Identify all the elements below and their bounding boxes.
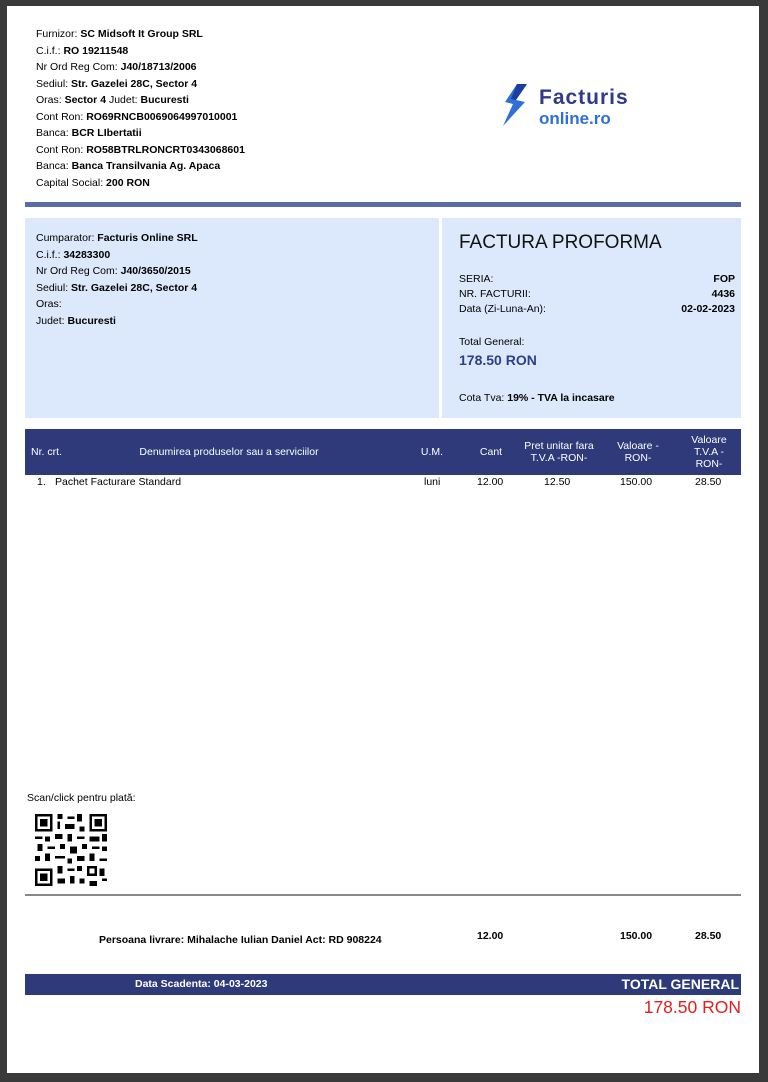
svg-text:Facturis: Facturis <box>539 86 629 109</box>
col-name: Denumirea produselor sau a serviciilor <box>139 446 319 458</box>
total-label: Total General: <box>459 336 525 348</box>
supplier-line: Cont Ron: RO58BTRLRONCRT0343068601 <box>36 143 245 156</box>
supplier-line: Capital Social: 200 RON <box>36 176 150 189</box>
vat-total: 28.50 <box>695 930 722 942</box>
facturis-logo <box>499 80 689 132</box>
table-header <box>25 429 741 475</box>
delivery-person: Persoana livrare: Mihalache Iulian Daniel Act: RD 908224 <box>99 934 382 946</box>
supplier-line: Sediul: Str. Gazelei 28C, Sector 4 <box>36 77 198 90</box>
payment-qr-code[interactable] <box>35 814 107 886</box>
supplier-line: Nr Ord Reg Com: J40/18713/2006 <box>36 61 197 73</box>
invoice-labels: SERIA: NR. FACTURII: Data (Zi-Luna-An): <box>459 273 546 315</box>
buyer-line: C.i.f.: 34283300 <box>36 248 111 261</box>
invoice-series: FOP <box>713 273 735 285</box>
table-row: 1. Pachet Facturare Standard luni 12.00 12.50 150.00 28.50 <box>37 476 722 488</box>
vat-rate: Cota Tva: 19% - TVA la incasare <box>459 392 615 404</box>
col-qty: Cant <box>479 446 503 458</box>
buyer-line: Judet: Bucuresti <box>36 314 116 327</box>
supplier-line: Furnizor: SC Midsoft It Group SRL <box>36 28 203 40</box>
value-total: 150.00 <box>620 930 653 942</box>
supplier-block <box>36 26 245 191</box>
svg-text:online.ro: online.ro <box>539 109 611 128</box>
footer-bar <box>25 974 741 995</box>
invoice-number: 4436 <box>711 288 735 300</box>
supplier-line: Cont Ron: RO69RNCB0069064997010001 <box>36 110 238 123</box>
header-divider <box>25 202 741 207</box>
buyer-line: Oras: <box>36 298 62 310</box>
qty-total: 12.00 <box>477 930 504 942</box>
scan-label: Scan/click pentru plată: <box>27 792 136 804</box>
supplier-line: Banca: BCR LIbertatii <box>36 127 142 139</box>
buyer-block <box>36 230 198 329</box>
buyer-line: Nr Ord Reg Com: J40/3650/2015 <box>36 265 191 277</box>
buyer-line: Sediul: Str. Gazelei 28C, Sector 4 <box>36 281 198 294</box>
total-value: 178.50 RON <box>459 352 537 368</box>
supplier-line: C.i.f.: RO 19211548 <box>36 44 129 57</box>
footer-divider <box>25 894 741 896</box>
invoice-title: FACTURA PROFORMA <box>459 232 662 253</box>
total-general-label: TOTAL GENERAL <box>621 976 739 992</box>
col-price: Pret unitar fara T.V.A -RON- <box>524 440 594 464</box>
invoice-page <box>7 6 759 1073</box>
col-um: U.M. <box>420 446 444 458</box>
invoice-values <box>607 272 735 317</box>
buyer-line: Cumparator: Facturis Online SRL <box>36 232 198 244</box>
col-nr: Nr. crt. <box>31 446 62 458</box>
supplier-line: Oras: Sector 4 Judet: Bucuresti <box>36 94 189 106</box>
invoice-date: 02-02-2023 <box>681 303 735 315</box>
due-date: Data Scadenta: 04-03-2023 <box>135 978 268 990</box>
col-vat: Valoare T.V.A -RON- <box>691 434 727 470</box>
total-general-value: 178.50 RON <box>643 997 741 1017</box>
supplier-line: Banca: Banca Transilvania Ag. Apaca <box>36 160 221 172</box>
col-value: Valoare -RON- <box>617 440 659 464</box>
